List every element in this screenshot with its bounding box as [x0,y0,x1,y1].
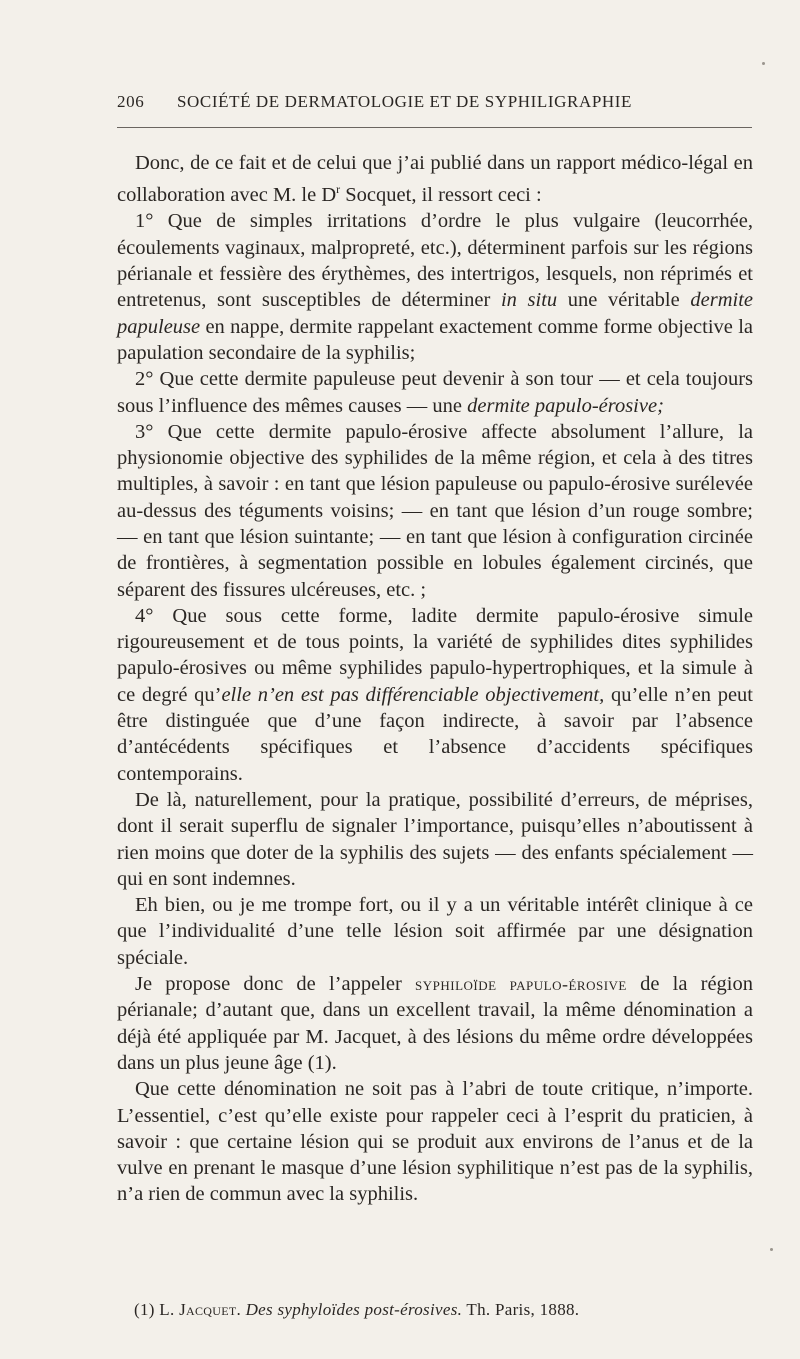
paragraph-text: 3° Que cette dermite papulo-érosive affecte absolument l’allure, la physionomie objective des syphilides de la même région, et cela à des titres multiples, à savoir : en tant que lésion papuleuse ou papulo-érosive surélevée au-dessus des téguments voisins; — en tant que lésion d’un rouge sombre; — en tant que lésion suintante; — en tant que lésion à configuration circinée de frontières, à segmentation possible en lobules également circinés, que séparent des fissures ulcéreuses, etc. ; [117,420,753,601]
paragraph-2 [117,208,753,366]
paragraph-9 [117,1076,753,1207]
footnote-author: L. Jacquet. [159,1300,242,1319]
page-number: 206 [117,92,145,111]
superscript: r [336,182,341,197]
running-title: SOCIÉTÉ DE DERMATOLOGIE ET DE SYPHILIGRAPHIE [177,92,633,111]
italic-term: dermite papulo-érosive; [467,394,664,417]
footnote [134,1300,734,1320]
scan-speck [762,62,765,65]
italic-term: elle n’en est pas différenciable objectivement, [221,683,605,706]
paragraph-text: De là, naturellement, pour la pratique, possibilité d’erreurs, de méprises, dont il serait superflu de signaler l’importance, puisqu’elles n’aboutissent à rien moins que doter de la syphilis des sujets — des enfants spécialement — qui en sont indemnes. [117,788,753,890]
paragraph-text: Eh bien, ou je me trompe fort, ou il y a un véritable intérêt clinique à ce que l’individualité d’une telle lésion soit affirmée par une désignation spéciale. [117,894,753,969]
body-text [117,150,753,1208]
paragraph-text: Je propose donc de l’appeler [135,973,415,996]
italic-term: dermite papuleuse [117,289,753,338]
running-header [117,92,697,112]
header-rule [117,127,752,128]
paragraph-6 [117,787,753,892]
footnote-title: Des syphyloïdes post-érosives. [245,1300,463,1319]
paragraph-text: Socquet, il ressort ceci : [340,184,542,207]
paragraph-text: 4° Que sous cette forme, ladite dermite papulo-érosive simule rigoureusement et de tous points, la variété de syphilides dites syphilides papulo-érosives ou même syphilides papulo-hypertrophiques, et la simule à ce degré qu’ [117,604,753,706]
paragraph-4 [117,419,753,603]
paragraph-text: Que cette dénomination ne soit pas à l’abri de toute critique, n’importe. L’essentiel, c’est qu’elle existe pour rappeler ceci à l’esprit du praticien, à savoir : que certaine lésion qui se produit aux environs de l’anus et de la vulve en prenant le masque d’une lésion syphilitique n’est pas de la syphilis, n’a rien de commun avec la syphilis. [117,1078,753,1206]
paragraph-text: qu’elle n’en peut être distinguée que d’une façon indirecte, à savoir par l’absence d’antécédents spécifiques et l’absence d’accidents spécifiques contemporains. [117,683,753,785]
paragraph-7 [117,892,753,971]
paragraph-text: en nappe, dermite rappelant exactement comme forme objective la papulation secondaire de la syphilis; [117,315,753,364]
paragraph-text: Donc, de ce fait et de celui que j’ai publié dans un rapport médico-légal en collaboration avec M. le D [117,152,753,207]
paragraph-3 [117,366,753,419]
paragraph-1 [117,150,753,208]
small-caps-term: syphiloïde papulo-érosive [415,974,627,995]
paragraph-text: une véritable [557,289,691,312]
italic-term: in situ [500,289,558,312]
footnote-rest: Th. Paris, 1888. [466,1300,580,1319]
footnote-marker: (1) [134,1300,155,1319]
paragraph-text: 1° Que de simples irritations d’ordre le plus vulgaire (leucorrhée, écoulements vaginaux, malpropreté, etc.), déterminent parfois sur les régions périanale et fessière des érythèmes, des intertrigos, lesquels, non réprimés et entretenus, sont susceptibles de déterminer [117,210,753,312]
scan-speck [770,1248,773,1251]
paragraph-text: 2° Que cette dermite papuleuse peut devenir à son tour — et cela toujours sous l’influence des mêmes causes — une [117,368,753,417]
paragraph-text: de la région périanale; d’autant que, dans un excellent travail, la même dénomination a déjà été appliquée par M. Jacquet, à des lésions du même ordre développées dans un plus jeune âge (1). [117,973,753,1074]
paragraph-8 [117,971,753,1076]
paragraph-5 [117,603,753,787]
